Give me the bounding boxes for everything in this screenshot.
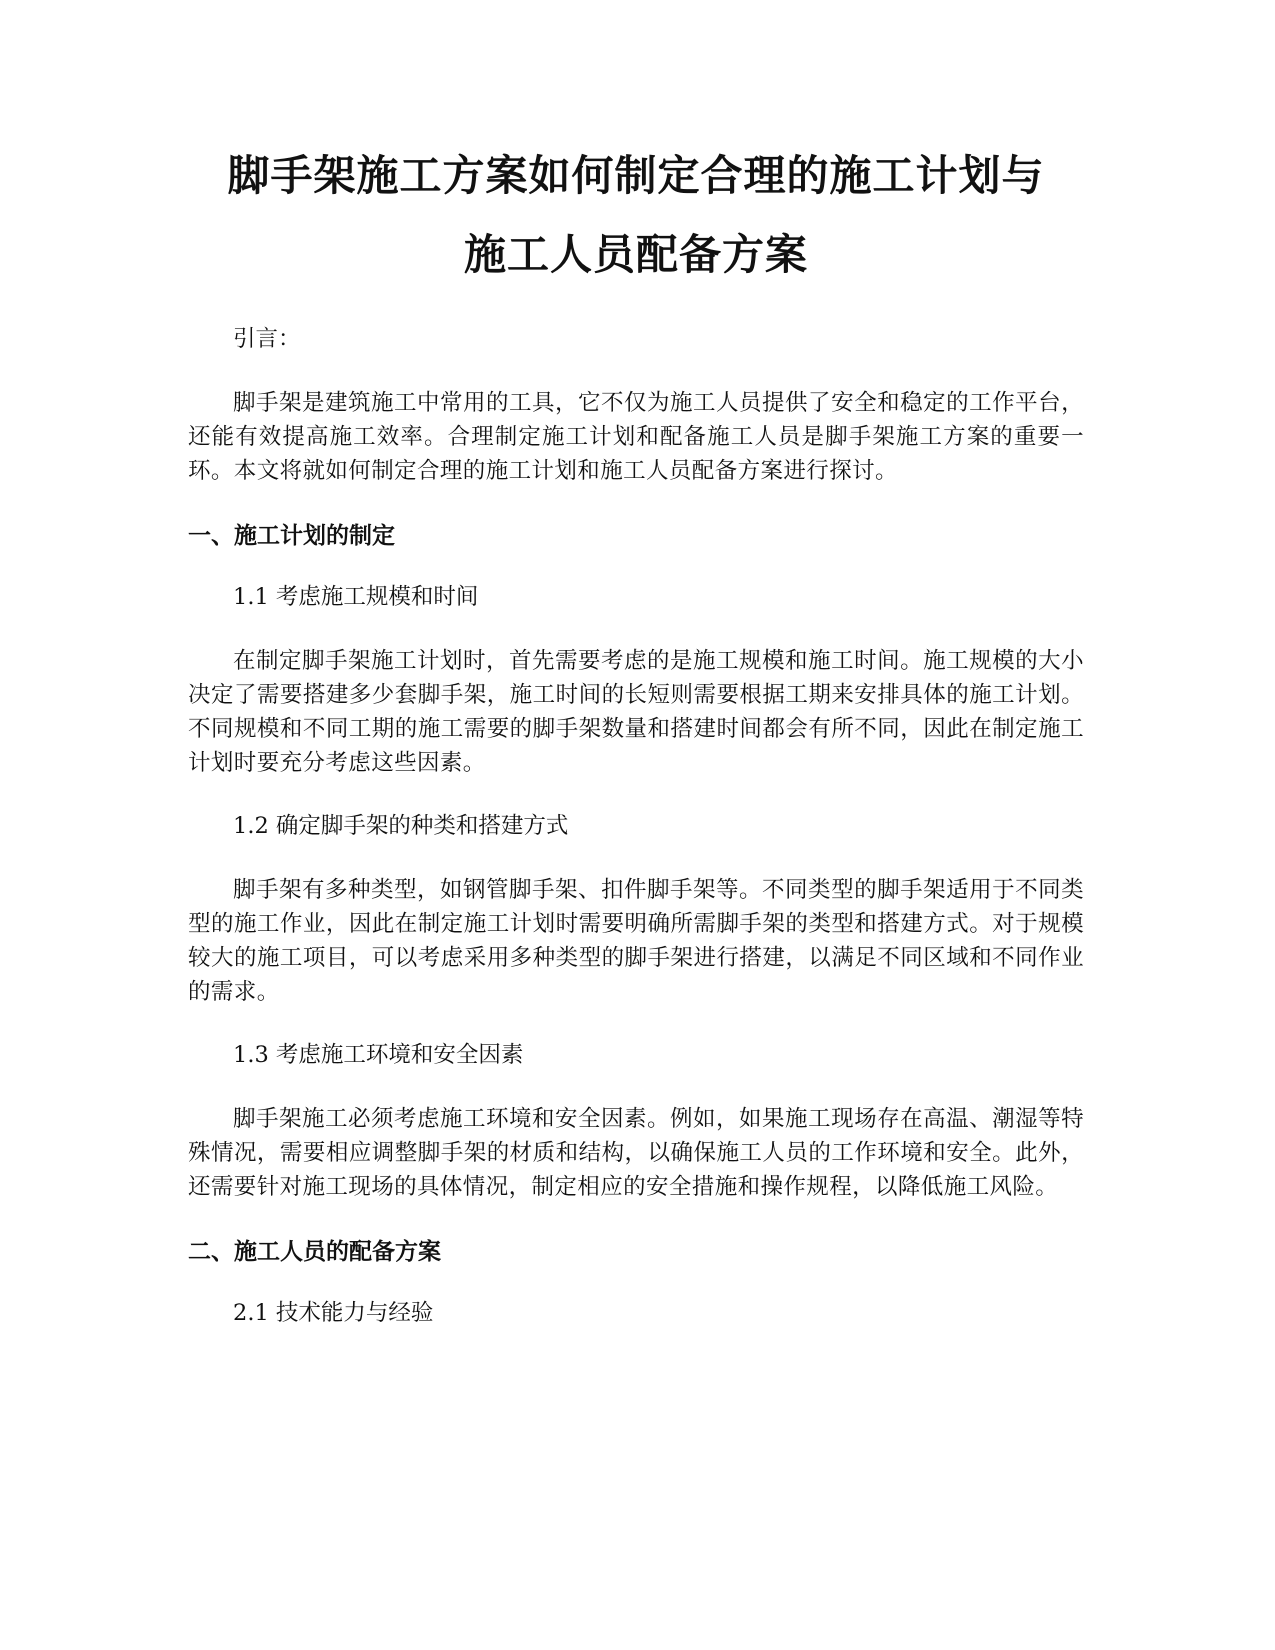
subsection-1-2-paragraph: 脚手架有多种类型，如钢管脚手架、扣件脚手架等。不同类型的脚手架适用于不同类型的施工作业，因此在制定施工计划时需要明确所需脚手架的类型和搭建方式。对于规模较大的施工项目，可以考虑采用多种类型的脚手架进行搭建，以满足不同区域和不同作业的需求。 bbox=[188, 877, 1084, 1005]
subsection-1-1-title: 1.1 考虑施工规模和时间 bbox=[233, 584, 479, 610]
document-title bbox=[188, 136, 1084, 294]
subsection-1-3-title: 1.3 考虑施工环境和安全因素 bbox=[233, 1042, 524, 1068]
section-1-heading: 一、施工计划的制定 bbox=[188, 523, 395, 549]
title-line-1: 脚手架施工方案如何制定合理的施工计划与 bbox=[227, 151, 1045, 200]
title-line-2: 施工人员配备方案 bbox=[463, 230, 808, 279]
subsection-1-3-paragraph: 脚手架施工必须考虑施工环境和安全因素。例如，如果施工现场存在高温、潮湿等特殊情况，需要相应调整脚手架的材质和结构，以确保施工人员的工作环境和安全。此外，还需要针对施工现场的具体情况，制定相应的安全措施和操作规程，以降低施工风险。 bbox=[188, 1106, 1084, 1200]
document-page bbox=[188, 138, 1084, 1330]
subsection-2-1-title: 2.1 技术能力与经验 bbox=[233, 1300, 434, 1326]
intro-label: 引言： bbox=[233, 326, 301, 352]
intro-paragraph: 脚手架是建筑施工中常用的工具，它不仅为施工人员提供了安全和稳定的工作平台，还能有效提高施工效率。合理制定施工计划和配备施工人员是脚手架施工方案的重要一环。本文将就如何制定合理的施工计划和施工人员配备方案进行探讨。 bbox=[188, 390, 1084, 484]
subsection-1-1-paragraph: 在制定脚手架施工计划时，首先需要考虑的是施工规模和施工时间。施工规模的大小决定了需要搭建多少套脚手架，施工时间的长短则需要根据工期来安排具体的施工计划。不同规模和不同工期的施工需要的脚手架数量和搭建时间都会有所不同，因此在制定施工计划时要充分考虑这些因素。 bbox=[188, 648, 1084, 776]
section-2-heading: 二、施工人员的配备方案 bbox=[188, 1239, 441, 1265]
subsection-1-2-title: 1.2 确定脚手架的种类和搭建方式 bbox=[233, 813, 569, 839]
